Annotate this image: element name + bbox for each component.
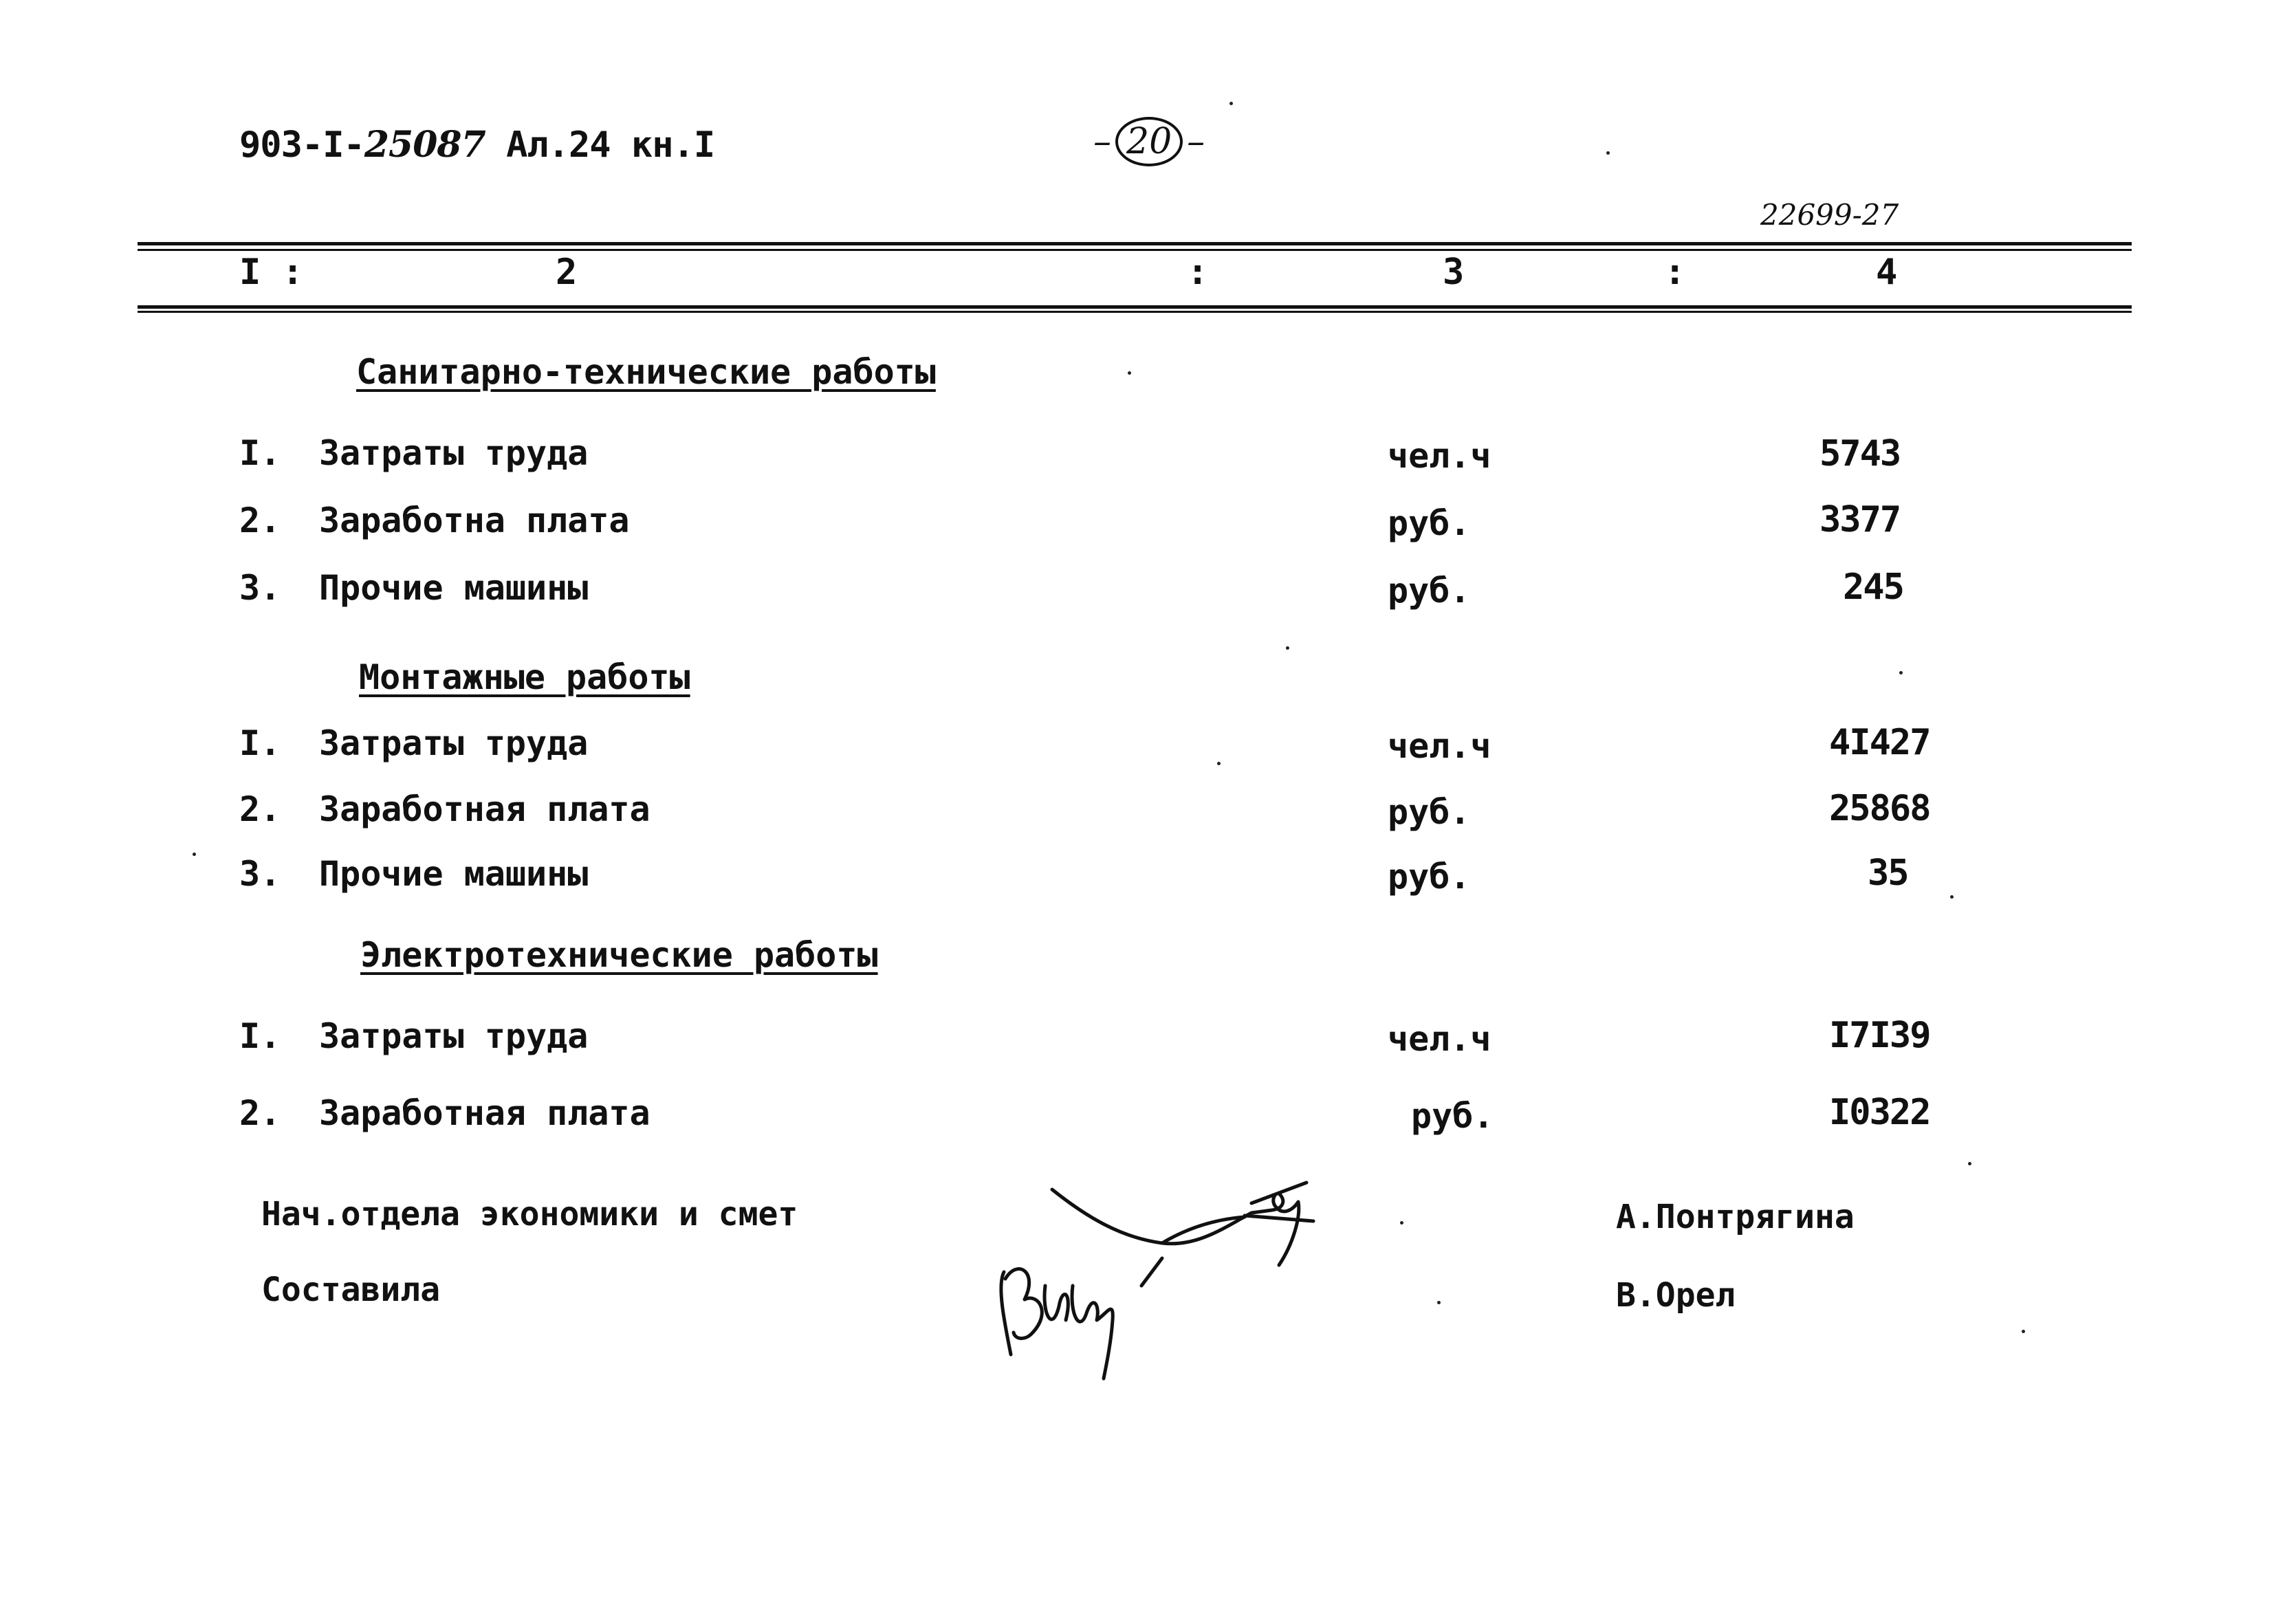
row-number: 2. bbox=[239, 501, 281, 540]
document-code-suffix: Ал.24 кн.I bbox=[506, 124, 715, 166]
signature-role: Составила bbox=[261, 1271, 441, 1309]
scan-speck bbox=[1286, 646, 1289, 650]
row-value: 25868 bbox=[1829, 788, 1930, 829]
row-label: Затраты труда bbox=[319, 1016, 589, 1056]
row-label: Заработна плата bbox=[319, 501, 630, 540]
row-number: 2. bbox=[239, 789, 281, 829]
document-code-handwritten: 250 bbox=[364, 124, 437, 166]
signature-name: А.Понтрягина bbox=[1616, 1198, 1855, 1236]
document-number: 22699-27 bbox=[1760, 198, 1899, 232]
row-unit: руб. bbox=[1388, 857, 1471, 897]
row-number: I. bbox=[239, 1016, 281, 1056]
document-code bbox=[239, 124, 714, 166]
row-value: 35 bbox=[1868, 853, 1908, 894]
row-unit: чел.ч bbox=[1388, 436, 1491, 476]
scan-speck bbox=[1400, 1221, 1403, 1225]
table-top-rule-inner bbox=[138, 249, 2132, 251]
row-label: Прочие машины bbox=[319, 854, 589, 894]
scan-speck bbox=[1437, 1301, 1441, 1304]
row-value: I0322 bbox=[1829, 1092, 1930, 1133]
row-unit: руб. bbox=[1411, 1096, 1494, 1136]
row-value: 4I427 bbox=[1829, 722, 1930, 763]
section-title-sanitary: Санитарно-технические работы bbox=[356, 352, 936, 392]
page-number: – 20 – bbox=[1093, 117, 1205, 166]
row-label: Затраты труда bbox=[319, 433, 589, 473]
table-header-bottom-rule-inner bbox=[138, 311, 2132, 313]
row-number: I. bbox=[239, 433, 281, 473]
column-separator: : bbox=[1187, 252, 1209, 293]
column-header-1: I bbox=[239, 252, 261, 293]
column-header-2: 2 bbox=[556, 252, 578, 293]
row-unit: чел.ч bbox=[1388, 1019, 1491, 1059]
row-number: I. bbox=[239, 723, 281, 763]
table-top-rule bbox=[138, 242, 2132, 245]
handwritten-signature-2 bbox=[990, 1244, 1183, 1382]
column-header-3: 3 bbox=[1443, 252, 1465, 293]
row-label: Заработная плата bbox=[319, 789, 651, 829]
row-unit: руб. bbox=[1388, 571, 1471, 611]
row-label: Заработная плата bbox=[319, 1093, 651, 1133]
scan-speck bbox=[1606, 151, 1610, 155]
section-title-electrical: Электротехнические работы bbox=[360, 935, 878, 975]
row-unit: руб. bbox=[1388, 792, 1471, 832]
row-label: Затраты труда bbox=[319, 723, 589, 763]
page-number-circle: 20 bbox=[1115, 117, 1183, 166]
column-header-4: 4 bbox=[1876, 252, 1898, 293]
scan-speck bbox=[1128, 371, 1131, 375]
row-number: 3. bbox=[239, 854, 281, 894]
scan-speck bbox=[1950, 895, 1954, 899]
row-unit: руб. bbox=[1388, 503, 1471, 543]
scan-speck bbox=[2022, 1330, 2025, 1333]
row-value: I7I39 bbox=[1829, 1015, 1930, 1056]
scan-speck bbox=[1217, 762, 1221, 765]
row-value: 3377 bbox=[1819, 499, 1901, 540]
scan-speck bbox=[1229, 102, 1233, 105]
row-number: 3. bbox=[239, 568, 281, 608]
row-number: 2. bbox=[239, 1093, 281, 1133]
scan-speck bbox=[1968, 1162, 1971, 1165]
document-code-prefix: 903-I- bbox=[239, 124, 364, 166]
row-label: Прочие машины bbox=[319, 568, 589, 608]
scan-speck bbox=[1899, 671, 1903, 674]
column-separator: : bbox=[1664, 252, 1686, 293]
column-separator: : bbox=[282, 252, 304, 293]
section-title-installation: Монтажные работы bbox=[359, 657, 690, 697]
row-value: 5743 bbox=[1819, 433, 1901, 474]
signature-name: В.Орел bbox=[1616, 1276, 1736, 1315]
table-header-bottom-rule bbox=[138, 305, 2132, 309]
document-code-handwritten-2: 87 bbox=[437, 124, 485, 166]
row-value: 245 bbox=[1843, 567, 1903, 608]
scan-speck bbox=[193, 853, 196, 856]
signature-role: Нач.отдела экономики и смет bbox=[261, 1195, 798, 1233]
row-unit: чел.ч bbox=[1388, 726, 1491, 766]
